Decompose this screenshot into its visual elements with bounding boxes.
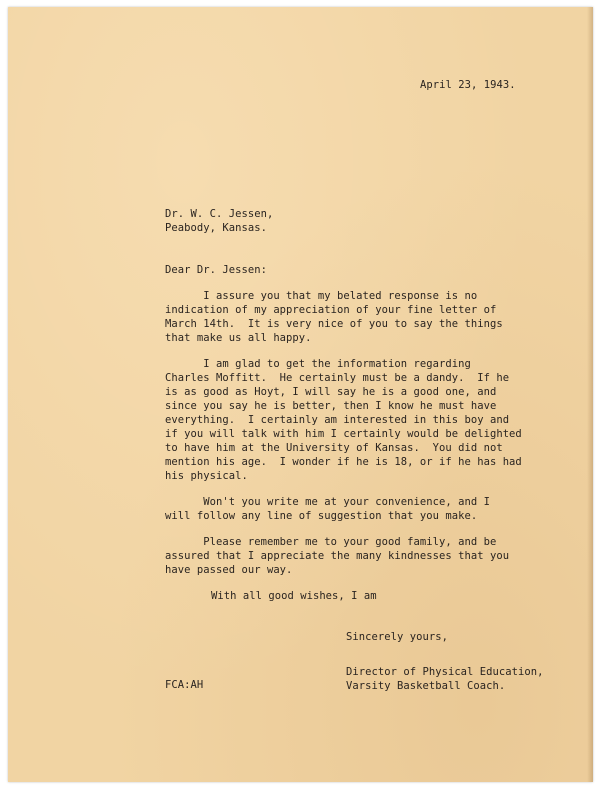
paragraph-line: everything. I certainly am interested in this boy and <box>165 414 510 426</box>
paragraph-line: his physical. <box>165 470 248 482</box>
closing-wishes: With all good wishes, I am <box>211 590 377 602</box>
recipient-line: Dr. W. C. Jessen, <box>165 208 274 220</box>
recipient-line: Peabody, Kansas. <box>165 222 267 234</box>
typist-initials: FCA:AH <box>165 679 204 691</box>
paragraph-line: mention his age. I wonder if he is 18, or if he has had <box>165 456 522 468</box>
paragraph-line: Please remember me to your good family, and be <box>165 536 497 548</box>
complimentary-close: Sincerely yours, <box>346 631 448 643</box>
paragraph-line: to have him at the University of Kansas. You did not <box>165 442 503 454</box>
paragraph-line: that make us all happy. <box>165 332 312 344</box>
paragraph-line: Won't you write me at your convenience, and I <box>165 496 490 508</box>
letter-page <box>8 7 593 782</box>
paragraph-line: I assure you that my belated response is no <box>165 290 478 302</box>
paragraph-line: have passed our way. <box>165 564 293 576</box>
paragraph-line: since you say he is better, then I know he must have <box>165 400 497 412</box>
paragraph-line: will follow any line of suggestion that you make. <box>165 510 478 522</box>
page-edge-shadow <box>587 7 593 782</box>
signature-title-line: Varsity Basketball Coach. <box>346 680 506 692</box>
paragraph-line: assured that I appreciate the many kindnesses that you <box>165 550 510 562</box>
signature-title-line: Director of Physical Education, <box>346 666 544 678</box>
paragraph-line: if you will talk with him I certainly would be delighted <box>165 428 522 440</box>
paragraph-line: March 14th. It is very nice of you to say the things <box>165 318 503 330</box>
letter-date: April 23, 1943. <box>420 79 516 91</box>
paragraph-line: is as good as Hoyt, I will say he is a good one, and <box>165 386 497 398</box>
paragraph-line: I am glad to get the information regarding <box>165 358 471 370</box>
paragraph-line: Charles Moffitt. He certainly must be a dandy. If he <box>165 372 510 384</box>
salutation: Dear Dr. Jessen: <box>165 264 267 276</box>
paragraph-line: indication of my appreciation of your fine letter of <box>165 304 497 316</box>
